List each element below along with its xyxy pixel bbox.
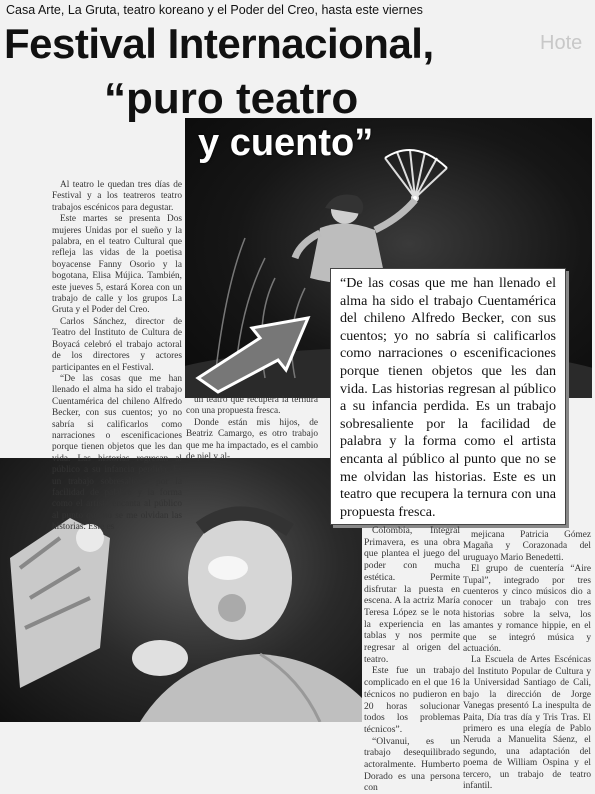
paragraph: El grupo de cuentería “Aire Tupal”, integrado por tres cuenteros y cinco músicos dio a conocer un trabajo con tres historias sobre la selva, los amantes y romance hippie, en el que se integró música y actuación. xyxy=(463,564,591,655)
paragraph: La Escuela de Artes Escénicas del Instituto Popular de Cultura y la Universidad Santiago de Cali, bajo la dirección de Jorge Vanegas presentó La inespulta de Paita, Día tras día y Tris Tras. El primero es una elegía de Pablo Neruda a Manuelita Sáenz, el segundo, una adaptación del poema de William Ospina y el tercero, un trabajo de teatro infantil. xyxy=(463,655,591,791)
pull-quote-text: “De las cosas que me han llenado el alma ha sido el trabajo Cuentamérica del chileno Alfredo Becker, con sus cuentos; yo no sabría si calificarlos como narraciones o escenificaciones porque tienen objetos que les dan vida. Las historias regresan al público a su infancia perdida. Es un trabajo sobresaliente por la facilidad de palabra y la forma como el artista encanta al público al punto que no se me olvidan las historias. Este es un teatro que recupera la ternura con una propuesta fresca. xyxy=(340,275,556,520)
article-column-left xyxy=(52,180,182,534)
paragraph: Este martes se presenta Dos mujeres Unidas por el sueño y la palabra, en el teatro Cultural que refleja las vidas de la poetisa boyacense Fanny Osorio y la bogotana, Elisa Mújica. También, este jueves 5, estará Korea con un trabajo de calle y los grupos La Gruta y el Poder del Creo. xyxy=(52,214,182,316)
paragraph: “Olvanui, es un trabajo desequilibrado actoralmente. Humberto Dorado es una persona con xyxy=(364,735,460,794)
headline-line-2: “puro teatro xyxy=(104,74,359,123)
article-column-right xyxy=(364,525,460,794)
paragraph: un teatro que recupera la ternura con una propuesta fresca. xyxy=(186,395,318,417)
pull-quote-box xyxy=(330,268,566,525)
paragraph: Carlos Sánchez, director de Teatro del Instituto de Cultura de Boyacá celebró el trabajo actoral de los directores y actores participantes en el Festival. xyxy=(52,316,182,373)
paragraph: Donde están mis hijos, de Beatriz Camargo, es otro trabajo que me ha impactado, es el cambio de piel y al- xyxy=(186,417,318,463)
arrow-graphic xyxy=(188,300,328,395)
paragraph: “De las cosas que me han llenado el alma ha sido el trabajo Cuentamérica del chileno Alfredo Becker, con sus cuentos; yo no sabría si calificarlos como narraciones o escenificaciones porque tienen objetos que les dan vida. Las historias regresan al público a su infancia perdida. Es un trabajo sobresaliente por la facilidad de palabra y la forma como el artista encanta al público al punto que no se me olvidan las historias. Este es xyxy=(52,373,182,533)
paragraph: Colombia, Integral Primavera, es una obra que plantea el juego del poder con mucha estética. Permite disfrutar la puesta en escena. A la actriz María Teresa López se le nota la experiencia en las tablas y nos permite regresar al origen del teatro. xyxy=(364,525,460,665)
paragraph: Este fue un trabajo complicado en el que 16 técnicos no pudieron en 20 horas solucionar todos los problemas técnicos”. xyxy=(364,665,460,735)
headline-line-3: y cuento” xyxy=(198,122,374,164)
headline-line-1: Festival Internacional, xyxy=(4,20,434,67)
adjacent-page-text: Hote xyxy=(540,32,583,54)
kicker-line: Casa Arte, La Gruta, teatro koreano y el Poder del Creo, hasta este viernes xyxy=(6,3,423,17)
paragraph: Al teatro le quedan tres días de Festival y a los teatreros teatro trabajos escénicos para degustar. xyxy=(52,180,182,213)
paragraph: mejicana Patricia Gómez Magaña y Corazonada del uruguayo Mario Benedetti. xyxy=(463,530,591,563)
article-column-middle xyxy=(186,395,318,463)
article-column-far-right xyxy=(463,530,591,792)
